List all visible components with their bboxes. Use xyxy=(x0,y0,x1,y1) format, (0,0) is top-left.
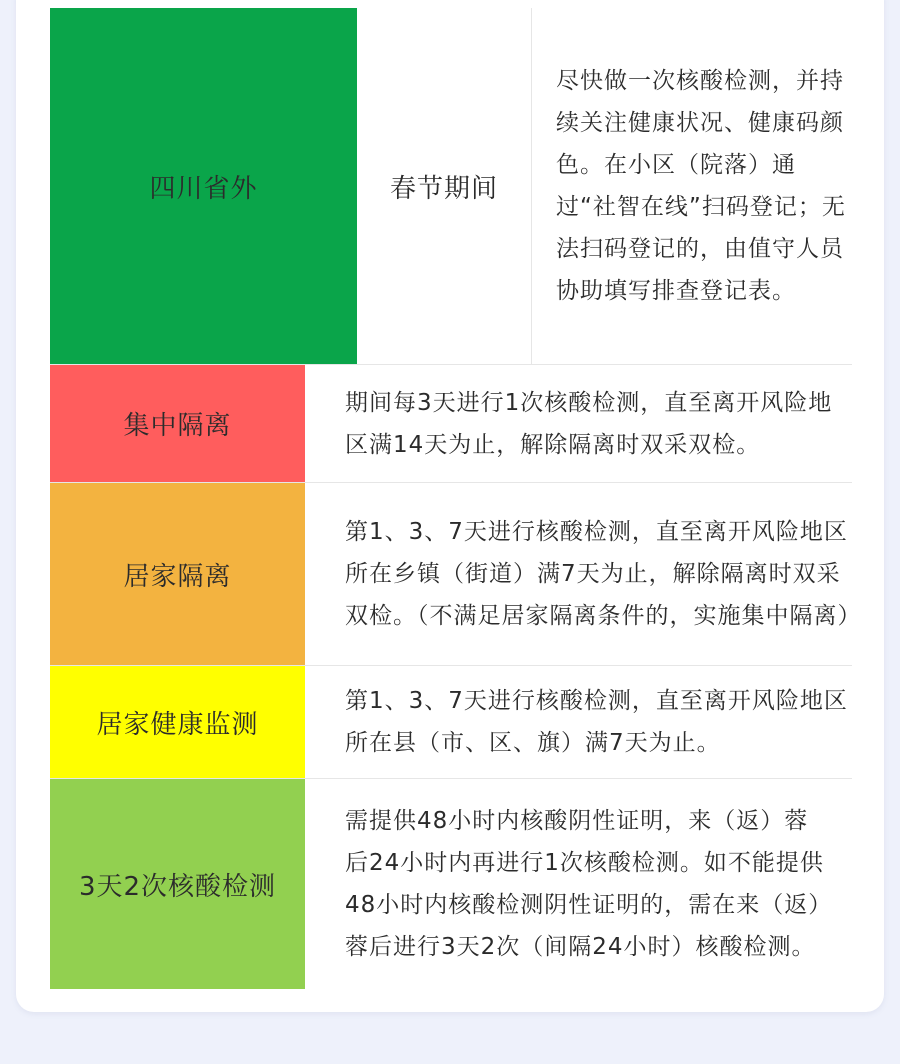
requirement-text xyxy=(305,365,852,482)
category-label: 居家健康监测 xyxy=(50,666,305,778)
period-label: 春节期间 xyxy=(357,8,532,364)
requirement-text xyxy=(305,779,852,989)
requirement-text xyxy=(305,666,852,778)
table-row xyxy=(50,364,852,482)
requirement-text xyxy=(532,8,852,364)
category-label: 集中隔离 xyxy=(50,365,305,482)
requirement-text xyxy=(305,483,862,665)
table-row xyxy=(50,482,862,665)
requirement-text-content: 第1、3、7天进行核酸检测，直至离开风险地区所在乡镇（街道）满7天为止，解除隔离时双采双检。（不满足居家隔离条件的，实施集中隔离） xyxy=(345,519,862,629)
requirement-text-content: 第1、3、7天进行核酸检测，直至离开风险地区所在县（市、区、旗）满7天为止。 xyxy=(345,688,848,756)
policy-table xyxy=(50,8,862,989)
category-label: 四川省外 xyxy=(50,8,357,364)
table-row xyxy=(50,665,852,778)
category-label: 居家隔离 xyxy=(50,483,305,665)
requirement-text-content: 期间每3天进行1次核酸检测，直至离开风险地区满14天为止，解除隔离时双采双检。 xyxy=(345,389,833,458)
table-row xyxy=(50,8,852,364)
requirement-text-content: 需提供48小时内核酸阴性证明，来（返）蓉后24小时内再进行1次核酸检测。如不能提供48小时内核酸检测阴性证明的，需在来（返）蓉后进行3天2次（间隔24小时）核酸检测。 xyxy=(345,808,824,960)
requirement-text-content: 尽快做一次核酸检测，并持续关注健康状况、健康码颜色。在小区（院落）通过“社智在线”扫码登记；无法扫码登记的，由值守人员协助填写排查登记表。 xyxy=(556,68,846,304)
table-row xyxy=(50,778,852,989)
category-label: 3天2次核酸检测 xyxy=(50,779,305,989)
